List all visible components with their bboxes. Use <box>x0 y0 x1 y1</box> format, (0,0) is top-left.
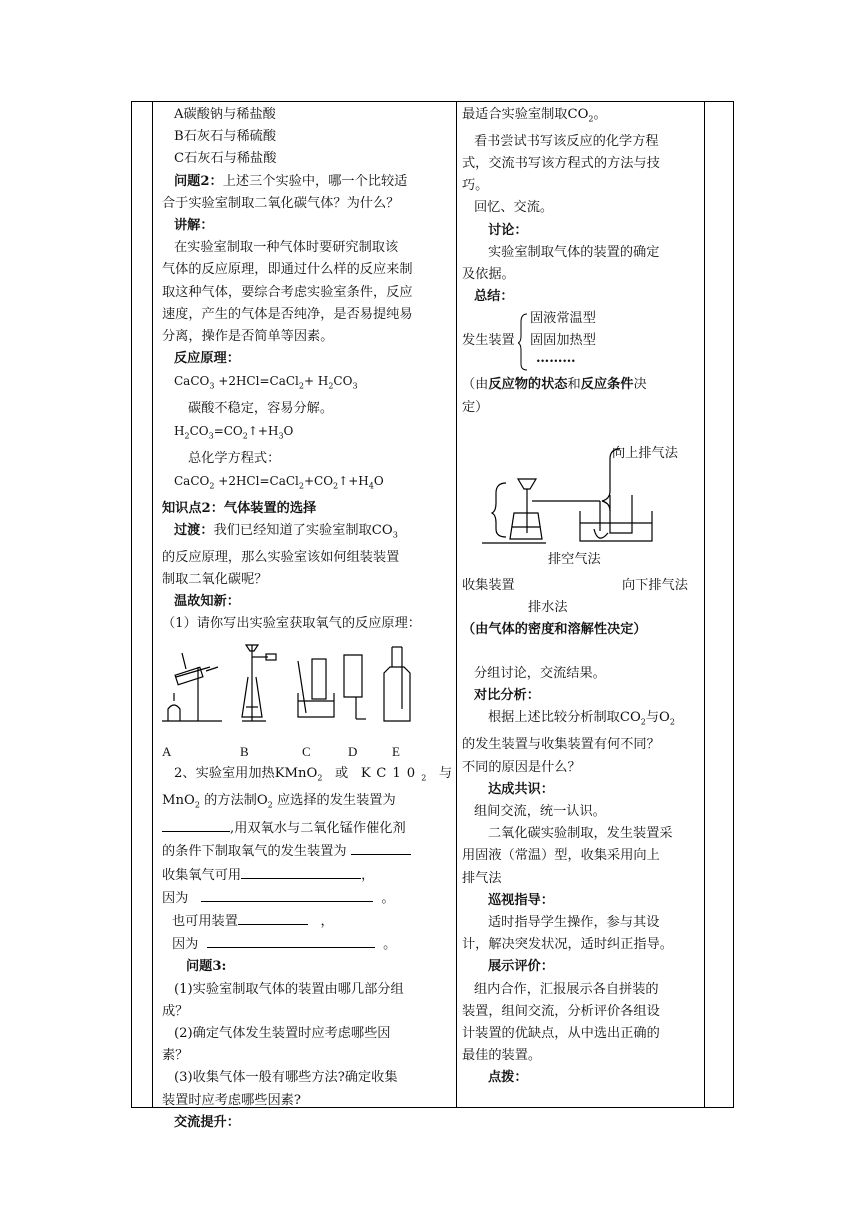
oxygen-question: （1）请你写出实验室获取氧气的反应原理： <box>162 616 421 632</box>
mid-line: 的发生装置与收集装置有何不同？ <box>462 737 660 753</box>
mid-line: 不同的原因是什么？ <box>462 759 581 775</box>
question-2-line2: 合于实验室制取二氧化碳气体？为什么？ <box>162 195 400 211</box>
mid-line: 式，交流书写该方程式的方法与技 <box>462 156 660 172</box>
mid-line: 回忆、交流。 <box>474 200 554 216</box>
heading-guidance: 点拨： <box>488 1070 528 1086</box>
label-e: E <box>392 744 400 760</box>
mid-line: 计装置的优缺点，从中选出正确的 <box>462 1025 660 1041</box>
label-air-displacement: 排空气法 <box>548 551 601 567</box>
type-solid-liquid: 固液常温型 <box>530 311 596 327</box>
q3-item-3-cont: 装置时应考虑哪些因素? <box>162 1092 301 1108</box>
mid-line: 用固液（常温）型，收集采用向上 <box>462 848 660 864</box>
label-d: D <box>348 744 358 760</box>
mid-line: 组间交流，统一认识。 <box>474 803 606 819</box>
teacher-activity-column <box>162 104 452 1134</box>
col-divider-2 <box>456 102 457 1107</box>
heading-discussion: 讨论： <box>488 222 528 238</box>
label-downward: 向下排气法 <box>622 577 688 593</box>
question-h2o2: ,用双氧水与二氧化锰作催化剂 <box>162 817 452 840</box>
mid-line: 二氧化碳实验制取，发生装置采 <box>488 826 673 842</box>
mid-line: 计，解决突发状况，适时纠正指导。 <box>462 937 673 953</box>
paragraph-line: 制取二氧化碳呢？ <box>162 571 268 587</box>
question-h2o2-line2: 的条件下制取氧气的发生装置为 <box>162 840 452 863</box>
note-carbonic-acid: 碳酸不稳定，容易分解。 <box>188 401 334 417</box>
because-line-1: 因为 。 <box>162 887 452 910</box>
q3-item-1: (1)实验室制取气体的装置由哪几部分组 <box>174 981 404 997</box>
label-a: A <box>162 744 172 760</box>
apparatus-c <box>298 659 334 717</box>
option-a: A碳酸钠与稀盐酸 <box>174 107 276 122</box>
heading-reaction-principle: 反应原理： <box>174 351 240 367</box>
paragraph-line: 取这种气体，要综合考虑实验室条件，反应 <box>162 284 413 300</box>
collection-apparatus <box>482 429 712 549</box>
ellipsis: ……… <box>536 351 576 367</box>
generator-classification <box>462 308 702 374</box>
q3-item-2: (2)确定气体发生装置时应考虑哪些因 <box>174 1026 391 1041</box>
mid-line: 分组讨论，交流结果。 <box>474 666 606 682</box>
label-c: C <box>302 744 311 760</box>
mid-line: 最佳的装置。 <box>462 1048 542 1064</box>
collection-diagram <box>462 419 702 589</box>
mid-line: 组内合作，汇报展示各自拼装的 <box>474 981 659 997</box>
mid-line: 看书尝试书写该反应的化学方程 <box>474 133 659 149</box>
collection-device-label: 收集装置 <box>462 577 515 593</box>
brace-icon <box>518 312 528 372</box>
option-c: C石灰石与稀盐酸 <box>174 151 277 167</box>
q3-item-3: (3)收集气体一般有哪些方法?确定收集 <box>174 1070 398 1086</box>
question-2: 问题2：上述三个实验中，哪一个比较适 <box>174 173 408 189</box>
paragraph-line: 在实验室制取一种气体时要研究制取该 <box>174 240 399 256</box>
col-divider-1 <box>152 102 153 1107</box>
heading-review: 温故知新： <box>174 594 240 610</box>
figure-labels <box>162 741 452 763</box>
transition-line: 过渡：我们已经知道了实验室制取$CO_3$ <box>174 522 398 540</box>
equation-3: CaCO$_2$ $+2HCl=CaCl_2+CO_2↑+H_4O$ <box>174 474 384 491</box>
label-b: B <box>240 744 249 760</box>
student-activity-column <box>462 104 702 1090</box>
question-3: 问题3: <box>186 959 227 975</box>
alt-device-line: 也可用装置 ， <box>162 910 452 933</box>
equation-1: CaCO$_3$ +2HCl=CaCl$_2$+ $H_2CO_3$ <box>174 374 358 391</box>
knowledge-point-2: 知识点2：气体装置的选择 <box>162 500 317 516</box>
heading-evaluation: 展示评价： <box>488 959 554 975</box>
generator-label: 发生装置 <box>462 333 515 349</box>
collect-line: 收集氧气可用 ， <box>162 864 452 887</box>
apparatus-d <box>344 655 366 719</box>
paragraph-line: 分离，操作是否简单等因素。 <box>162 329 334 345</box>
apparatus-e <box>384 647 410 721</box>
equation-2: $H_2CO_3=CO_2↑+H_3O$ <box>174 424 294 441</box>
because-line-2: 因为 。 <box>162 933 452 956</box>
col-divider-3 <box>704 102 705 1107</box>
apparatus-figure <box>162 637 452 741</box>
generator-basis: （由反应物的状态和反应条件决 <box>462 377 647 393</box>
total-equation-label: 总化学方程式： <box>188 450 281 466</box>
collection-labels <box>462 575 702 619</box>
paragraph-line: 的反应原理，那么实验室该如何组装装置 <box>162 549 400 565</box>
comparison-line: 根据上述比较分析制取$CO_2$与$O_2$ <box>488 710 675 728</box>
label-upward: 向上排气法 <box>612 445 678 461</box>
mid-line: 定） <box>462 399 489 415</box>
apparatus-b <box>242 645 276 721</box>
heading-comparison: 对比分析： <box>474 688 540 704</box>
mid-line: 最适合实验室制取$CO_2$。 <box>462 107 607 124</box>
mid-line: 实验室制取气体的装置的确定 <box>488 244 660 260</box>
mid-line: 装置，组间交流，分析评价各组设 <box>462 1003 660 1019</box>
lesson-table <box>131 101 734 1130</box>
question-mno2: MnO$_2$ 的方法制$O_2$ 应选择的发生装置为 <box>162 793 396 810</box>
heading-consensus: 达成共识： <box>488 781 554 797</box>
apparatus-a <box>162 653 222 721</box>
option-b: B石灰石与稀硫酸 <box>174 129 277 145</box>
paragraph-line: 速度，产生的气体是否纯净，是否易提纯易 <box>162 306 413 322</box>
heading-explain: 讲解： <box>174 218 214 234</box>
mid-line: 巧。 <box>462 178 489 194</box>
heading-patrol: 巡视指导： <box>488 892 554 908</box>
heading-exchange: 交流提升： <box>174 1114 240 1130</box>
label-water-displacement: 排水法 <box>528 599 568 615</box>
q3-item-2-cont: 素？ <box>162 1048 189 1064</box>
question-kmno4: 2、实验室用加热KMnO$_2$ 或 $KC10_2$ 与 <box>174 766 453 784</box>
heading-summary: 总结： <box>474 289 514 305</box>
q3-item-1-cont: 成？ <box>162 1003 189 1019</box>
mid-line: 及依据。 <box>462 267 515 283</box>
paragraph-line: 气体的反应原理，即通过什么样的反应来制 <box>162 262 413 278</box>
type-solid-solid: 固固加热型 <box>530 333 596 349</box>
mid-line: 适时指导学生操作，参与其设 <box>488 914 660 930</box>
mid-line: 排气法 <box>462 870 502 886</box>
collection-basis: （由气体的密度和溶解性决定） <box>462 621 647 637</box>
